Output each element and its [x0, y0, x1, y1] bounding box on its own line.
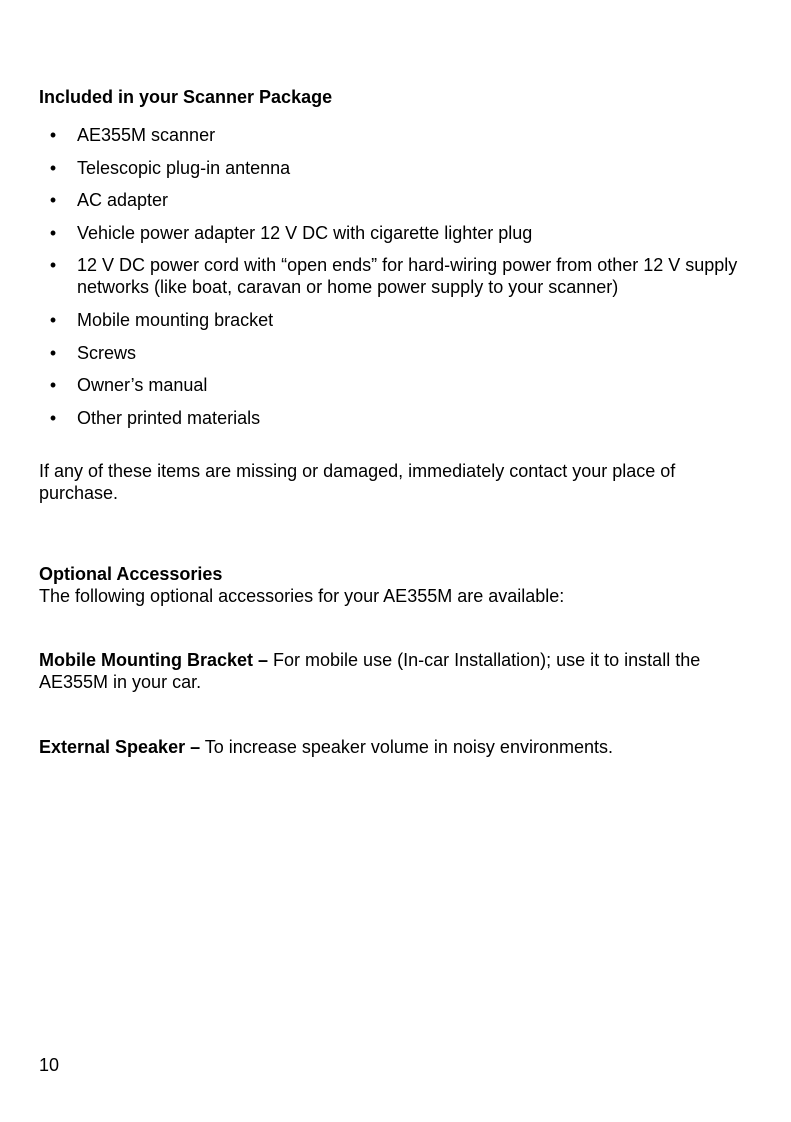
- list-item: [39, 342, 751, 364]
- mounting-bracket-term: Mobile Mounting Bracket –: [39, 650, 269, 670]
- optional-accessories-heading: Optional Accessories: [39, 564, 223, 584]
- missing-items-note: If any of these items are missing or damaged, immediately contact your place of purchase.: [39, 461, 676, 503]
- bullet-icon: •: [49, 407, 57, 428]
- optional-accessories-section: [39, 563, 751, 607]
- bullet-icon: •: [49, 342, 57, 363]
- list-item: [39, 189, 751, 211]
- list-item: [39, 124, 751, 146]
- mounting-bracket-paragraph: [39, 649, 751, 693]
- list-item: [39, 222, 751, 244]
- list-item-text: Owner’s manual: [77, 375, 208, 396]
- external-speaker-description: To increase speaker volume in noisy environments.: [200, 737, 613, 757]
- external-speaker-term: External Speaker –: [39, 737, 201, 757]
- optional-accessories-intro: The following optional accessories for your AE355M are available:: [39, 586, 565, 606]
- list-item-text: 12 V DC power cord with “open ends” for hard-wiring power from other 12 V supply networks (like boat, caravan or home power supply to your scanner): [77, 255, 738, 298]
- list-item: [39, 407, 751, 429]
- bullet-icon: •: [49, 309, 57, 330]
- package-items-list: [39, 124, 751, 439]
- list-item-text: Screws: [77, 342, 137, 363]
- list-item-text: Vehicle power adapter 12 V DC with cigarette lighter plug: [77, 222, 533, 243]
- list-item: [39, 309, 751, 331]
- bullet-icon: •: [49, 255, 57, 276]
- list-item-text: Mobile mounting bracket: [77, 309, 274, 330]
- list-item-text: Other printed materials: [77, 407, 261, 428]
- mounting-bracket-description: For mobile use (In-car Installation); use it to install the AE355M in your car.: [39, 650, 701, 692]
- bullet-icon: •: [49, 157, 57, 178]
- external-speaker-paragraph: [39, 736, 751, 758]
- list-item-text: AE355M scanner: [77, 125, 216, 145]
- bullet-icon: •: [49, 125, 57, 145]
- page-number: 10: [39, 1055, 60, 1075]
- list-item: [39, 254, 751, 298]
- list-item-text: Telescopic plug-in antenna: [77, 157, 291, 178]
- bullet-icon: •: [49, 222, 57, 243]
- bullet-icon: •: [49, 190, 57, 211]
- list-item: [39, 374, 751, 396]
- package-heading: Included in your Scanner Package: [39, 87, 333, 107]
- list-item-text: AC adapter: [77, 190, 169, 211]
- bullet-icon: •: [49, 375, 57, 396]
- list-item: [39, 157, 751, 179]
